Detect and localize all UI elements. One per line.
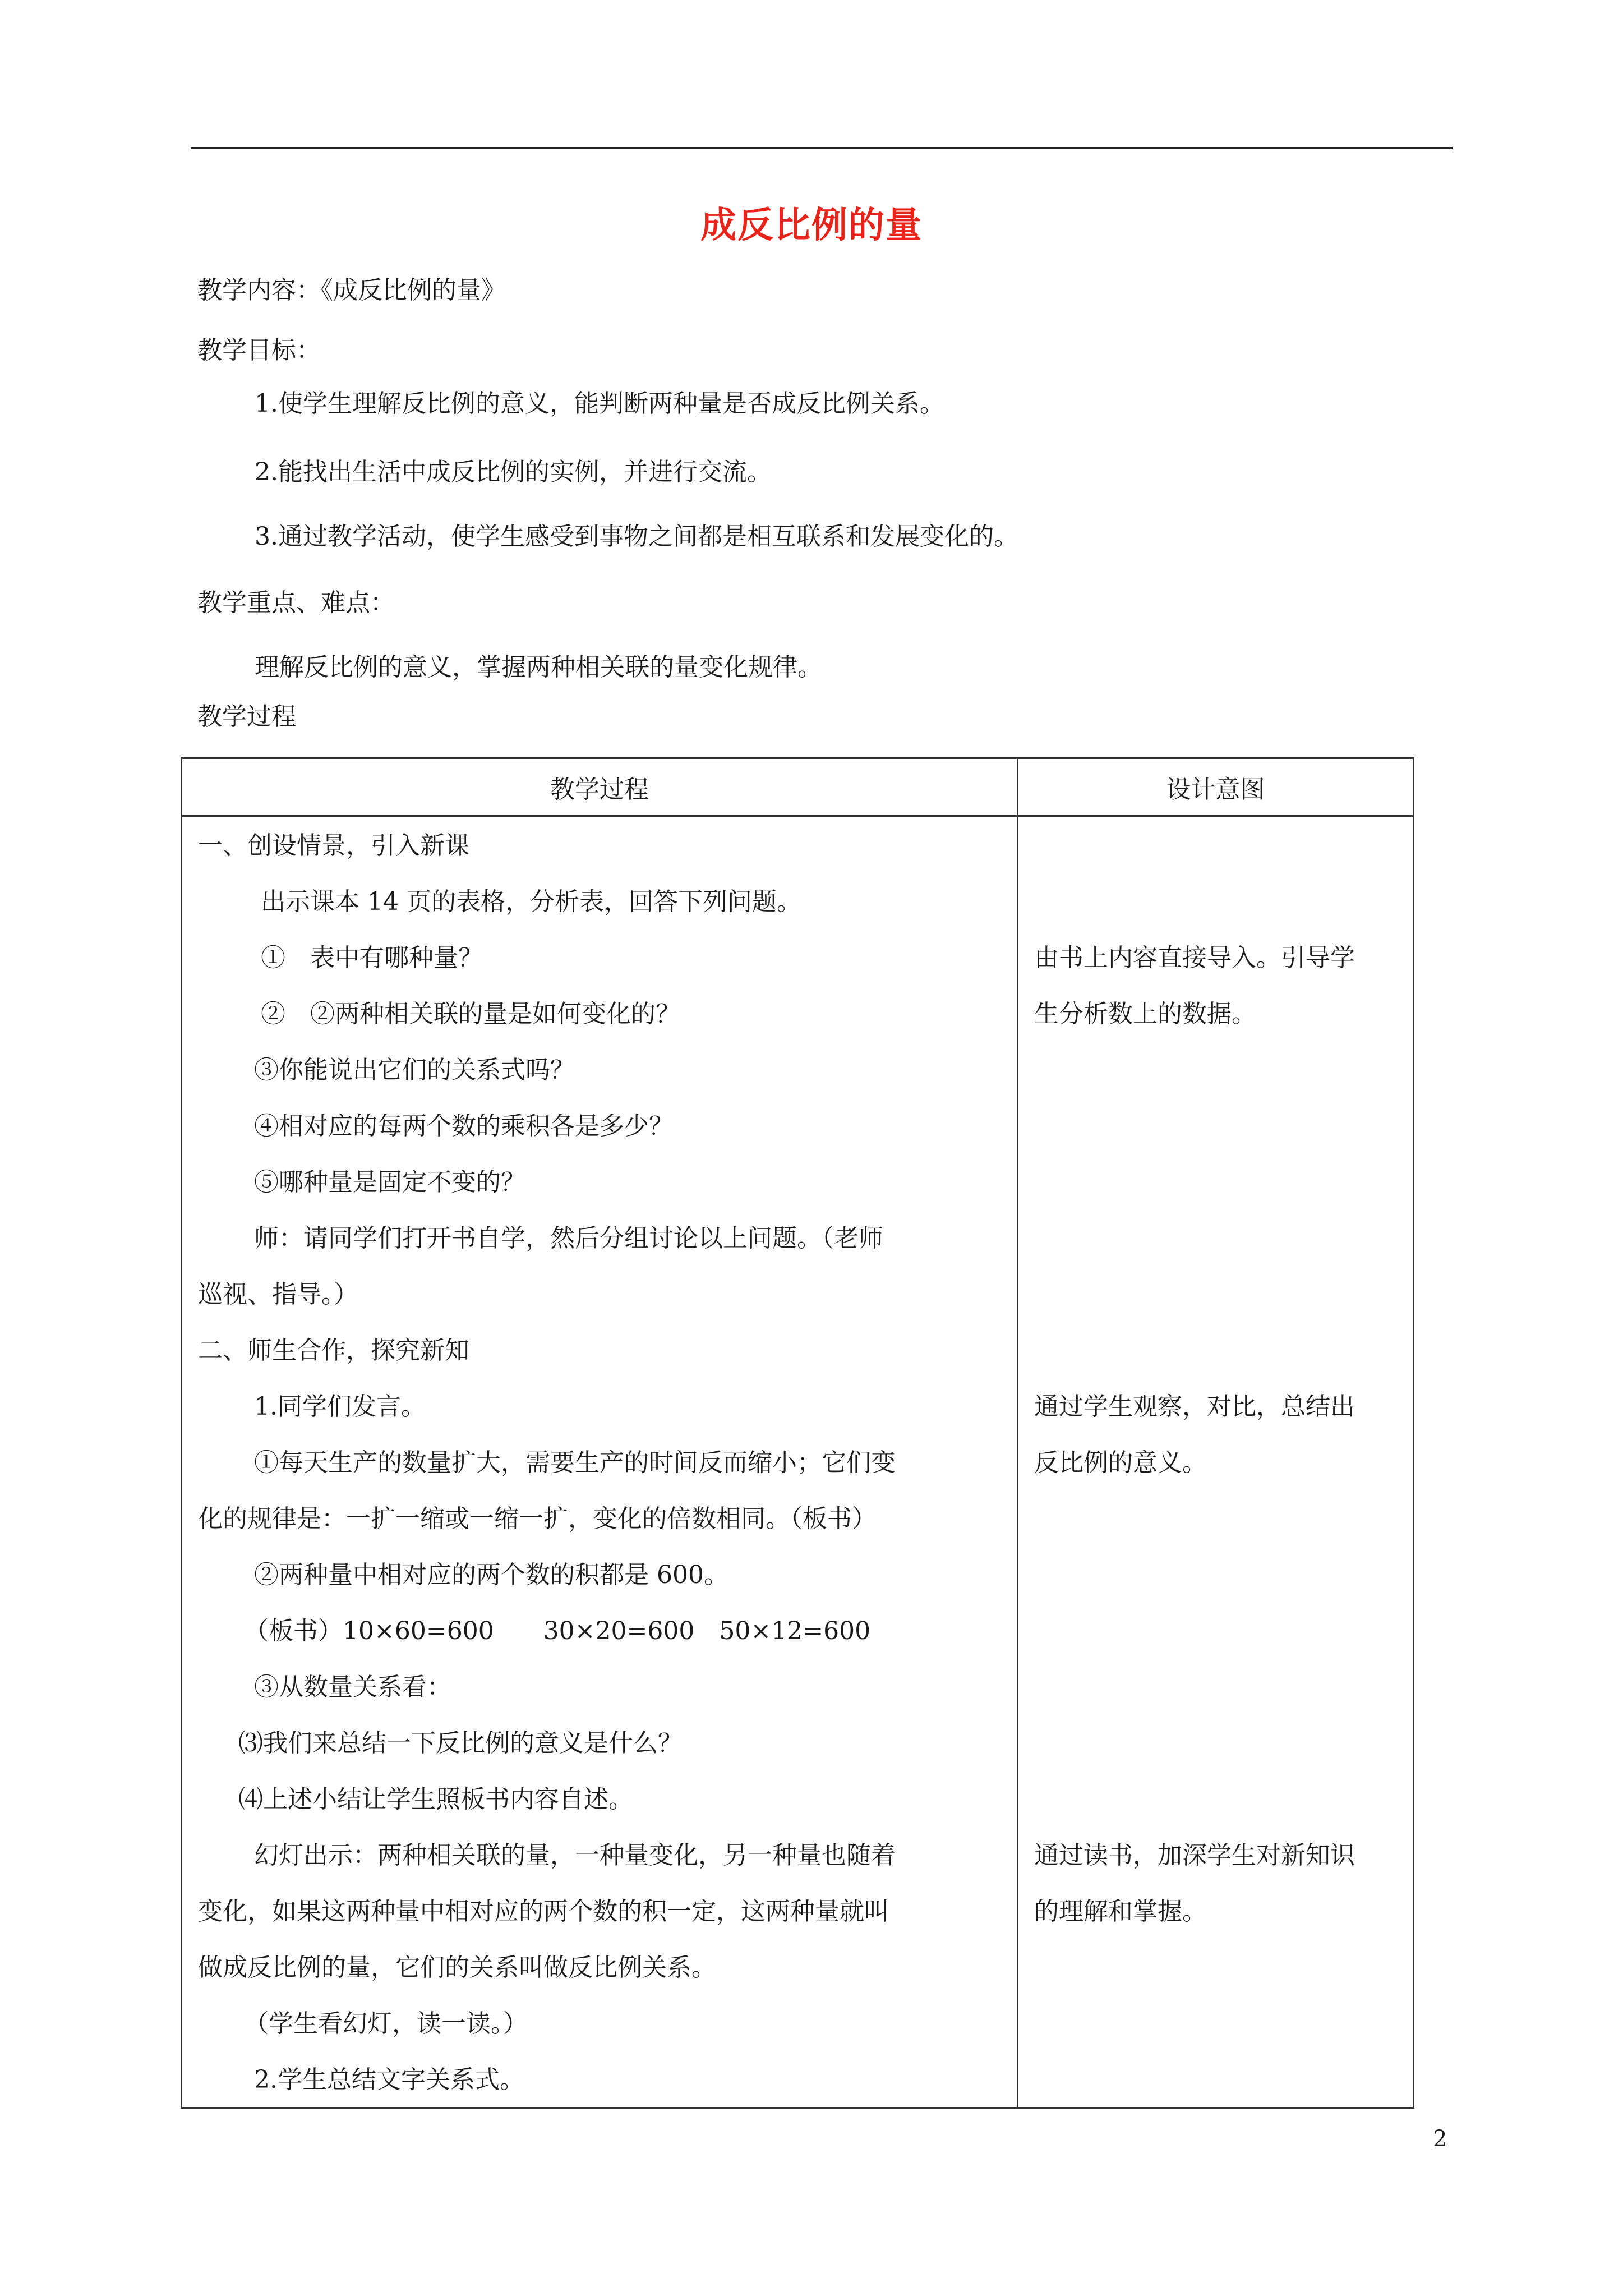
process-line: ②两种量中相对应的两个数的积都是 600。: [254, 1561, 728, 1589]
page-number: 2: [1433, 2126, 1447, 2152]
process-line: 做成反比例的量，它们的关系叫做反比例关系。: [198, 1953, 716, 1982]
intent-line: 通过读书，加深学生对新知识: [1034, 1841, 1355, 1870]
intent-line: 通过学生观察，对比，总结出: [1034, 1392, 1355, 1421]
intent-line: 由书上内容直接导入。引导学: [1034, 944, 1355, 972]
process-line: 2.学生总结文字关系式。: [254, 2065, 524, 2094]
goal-item: 2.能找出生活中成反比例的实例，并进行交流。: [255, 458, 772, 486]
goal-item: 1.使学生理解反比例的意义，能判断两种量是否成反比例关系。: [255, 389, 944, 418]
key-points-text: 理解反比例的意义，掌握两种相关联的量变化规律。: [255, 653, 822, 682]
process-line: 1.同学们发言。: [254, 1392, 426, 1421]
process-line: （学生看幻灯，读一读。）: [244, 2009, 528, 2038]
teaching-content: 教学内容：《成反比例的量》: [197, 276, 506, 305]
process-line: 变化，如果这两种量中相对应的两个数的积一定，这两种量就叫: [198, 1897, 889, 1926]
process-line: ③你能说出它们的关系式吗？: [254, 1056, 575, 1084]
header-rule: [191, 147, 1453, 149]
process-line: ② ②两种相关联的量是如何变化的？: [261, 1000, 680, 1028]
process-line: （板书）10×60=600 30×20=600 50×12=600: [244, 1617, 871, 1645]
intent-line: 生分析数上的数据。: [1034, 1000, 1256, 1028]
process-line: 巡视、指导。）: [198, 1280, 358, 1309]
process-line: 化的规律是：一扩一缩或一缩一扩，变化的倍数相同。（板书）: [198, 1504, 877, 1533]
teaching-process-table: [181, 757, 1414, 2109]
goals-heading: 教学目标：: [197, 336, 321, 365]
process-line: 一、创设情景，引入新课: [198, 831, 469, 860]
process-line: ⑶我们来总结一下反比例的意义是什么？: [238, 1729, 683, 1757]
intent-line: 反比例的意义。: [1034, 1448, 1207, 1477]
header-design-intent: 设计意图: [1018, 758, 1414, 816]
process-line: 幻灯出示：两种相关联的量，一种量变化，另一种量也随着: [254, 1841, 896, 1870]
intent-line: 的理解和掌握。: [1034, 1897, 1207, 1926]
key-points-heading: 教学重点、难点：: [197, 588, 395, 617]
process-heading: 教学过程: [197, 702, 296, 731]
process-cell: [182, 816, 1018, 2108]
process-line: ①每天生产的数量扩大，需要生产的时间反而缩小；它们变: [254, 1448, 896, 1477]
process-line: ⑤哪种量是固定不变的？: [254, 1168, 525, 1197]
goal-item: 3.通过教学活动，使学生感受到事物之间都是相互联系和发展变化的。: [255, 522, 1018, 551]
process-line: ④相对应的每两个数的乘积各是多少？: [254, 1112, 674, 1140]
process-line: ① 表中有哪种量？: [261, 944, 483, 972]
process-line: ⑷上述小结让学生照板书内容自述。: [238, 1785, 633, 1814]
page-title: 成反比例的量: [700, 205, 923, 246]
header-process: 教学过程: [182, 758, 1018, 816]
process-line: 师：请同学们打开书自学，然后分组讨论以上问题。（老师: [254, 1224, 883, 1253]
process-line: 出示课本 14 页的表格，分析表，回答下列问题。: [261, 887, 801, 916]
process-line: ③从数量关系看：: [254, 1673, 451, 1701]
design-intent-cell: [1018, 816, 1414, 2108]
process-line: 二、师生合作，探究新知: [198, 1336, 469, 1365]
